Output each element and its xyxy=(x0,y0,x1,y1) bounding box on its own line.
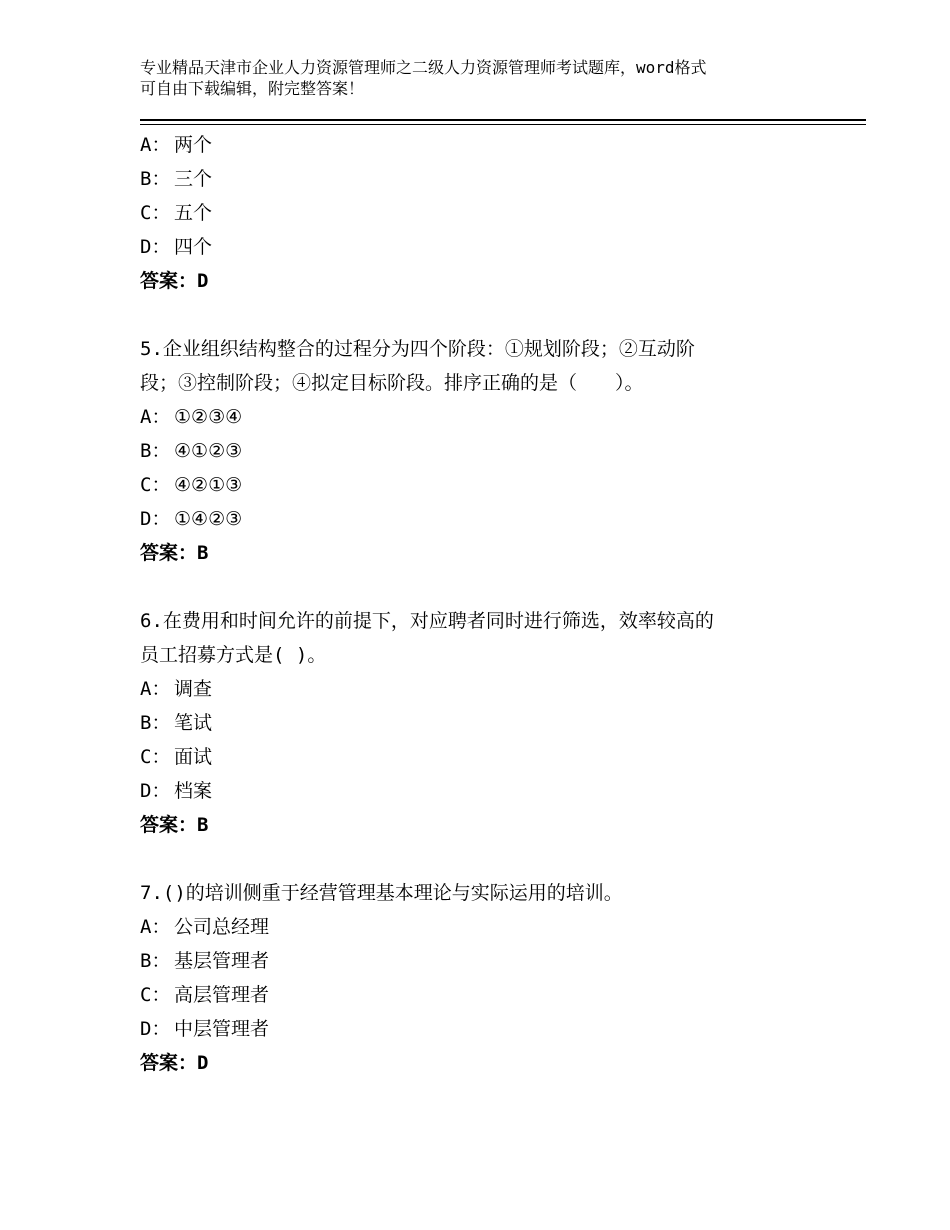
option-letter: C： xyxy=(140,202,171,224)
option-text: 基层管理者 xyxy=(174,950,270,972)
option-letter: D： xyxy=(140,508,171,530)
option-d xyxy=(140,230,840,264)
answer-line: 答案：B xyxy=(140,542,209,564)
question-stem: 7.()的培训侧重于经营管理基本理论与实际运用的培训。 xyxy=(140,882,623,904)
option-b xyxy=(140,944,840,978)
answer-line: 答案：B xyxy=(140,814,209,836)
question-gap xyxy=(140,842,840,876)
option-a xyxy=(140,400,840,434)
option-text: ④①②③ xyxy=(174,440,243,462)
option-letter: A： xyxy=(140,406,171,428)
question-5 xyxy=(140,332,840,570)
option-text: 三个 xyxy=(174,168,213,190)
option-text: ①④②③ xyxy=(174,508,243,530)
option-text: 调查 xyxy=(174,678,213,700)
option-d xyxy=(140,1012,840,1046)
header-line-2: 可自由下载编辑，附完整答案！ xyxy=(140,79,365,98)
option-c xyxy=(140,740,840,774)
option-a xyxy=(140,672,840,706)
option-text: ①②③④ xyxy=(174,406,243,428)
option-c xyxy=(140,468,840,502)
option-text: 高层管理者 xyxy=(174,984,270,1006)
page-header xyxy=(140,57,820,99)
option-text: 公司总经理 xyxy=(174,916,270,938)
option-letter: C： xyxy=(140,474,171,496)
option-letter: B： xyxy=(140,950,171,972)
option-letter: B： xyxy=(140,440,171,462)
question-stem: 段；③控制阶段；④拟定目标阶段。排序正确的是（ ）。 xyxy=(140,372,644,394)
question-gap xyxy=(140,570,840,604)
option-b xyxy=(140,706,840,740)
option-text: ④②①③ xyxy=(174,474,243,496)
option-d xyxy=(140,774,840,808)
question-gap xyxy=(140,298,840,332)
option-b xyxy=(140,434,840,468)
option-letter: D： xyxy=(140,780,171,802)
option-text: 档案 xyxy=(174,780,213,802)
header-rule-thick xyxy=(140,119,866,121)
option-letter: A： xyxy=(140,678,171,700)
header-line-1: 专业精品天津市企业人力资源管理师之二级人力资源管理师考试题库，word格式 xyxy=(140,58,707,77)
question-stem: 员工招募方式是( )。 xyxy=(140,644,327,666)
question-6 xyxy=(140,604,840,842)
question-7 xyxy=(140,876,840,1080)
option-letter: C： xyxy=(140,746,171,768)
answer-line: 答案：D xyxy=(140,1052,209,1074)
option-letter: B： xyxy=(140,168,171,190)
header-rule-thin xyxy=(140,124,866,125)
option-letter: C： xyxy=(140,984,171,1006)
option-letter: B： xyxy=(140,712,171,734)
option-text: 五个 xyxy=(174,202,213,224)
question-stem: 6.在费用和时间允许的前提下，对应聘者同时进行筛选，效率较高的 xyxy=(140,610,714,632)
answer-line: 答案：D xyxy=(140,270,209,292)
option-text: 两个 xyxy=(174,134,213,156)
option-letter: D： xyxy=(140,236,171,258)
option-a xyxy=(140,910,840,944)
option-d xyxy=(140,502,840,536)
option-text: 笔试 xyxy=(174,712,213,734)
question-list xyxy=(140,128,840,1080)
option-c xyxy=(140,196,840,230)
option-c xyxy=(140,978,840,1012)
question-4-tail xyxy=(140,128,840,298)
option-text: 中层管理者 xyxy=(174,1018,270,1040)
option-text: 四个 xyxy=(174,236,213,258)
option-letter: D： xyxy=(140,1018,171,1040)
option-b xyxy=(140,162,840,196)
option-a xyxy=(140,128,840,162)
option-letter: A： xyxy=(140,134,171,156)
question-stem: 5.企业组织结构整合的过程分为四个阶段：①规划阶段；②互动阶 xyxy=(140,338,695,360)
option-letter: A： xyxy=(140,916,171,938)
option-text: 面试 xyxy=(174,746,213,768)
